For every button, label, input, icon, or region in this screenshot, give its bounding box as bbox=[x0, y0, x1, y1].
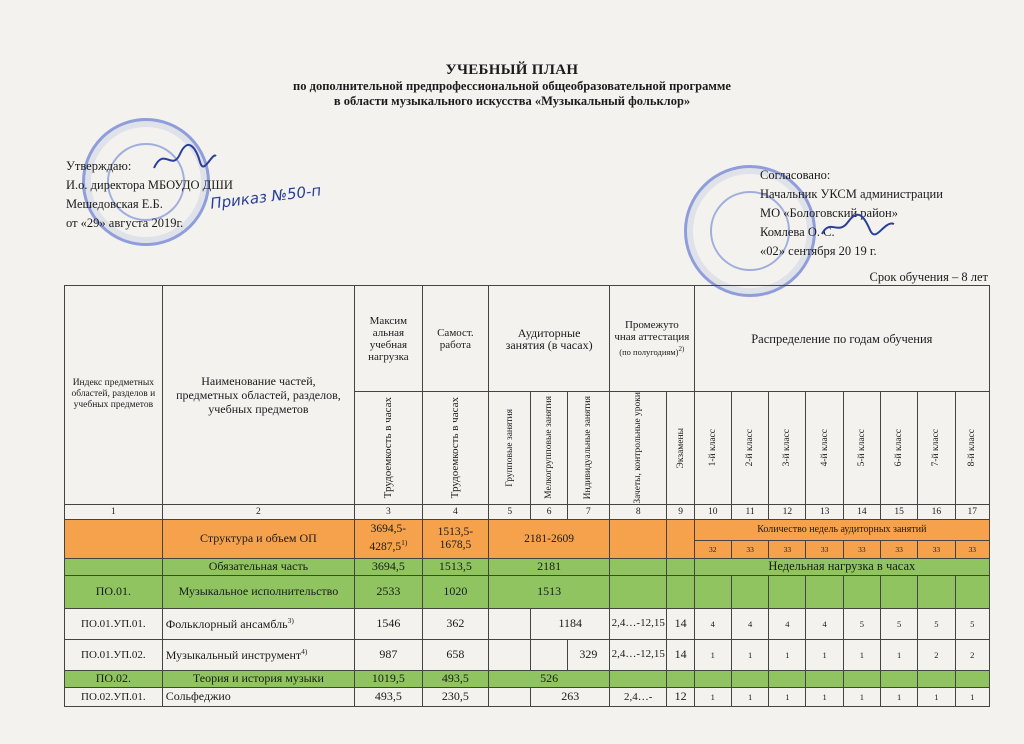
row-name-text: Музыкальный инструмент bbox=[165, 647, 302, 662]
row-max: 1546 bbox=[355, 608, 423, 639]
header-class-5 bbox=[843, 392, 880, 505]
header-class-6 bbox=[881, 392, 918, 505]
header-class-1 bbox=[694, 392, 731, 505]
col-num: 9 bbox=[667, 504, 694, 519]
row-self: 230,5 bbox=[422, 687, 488, 706]
header-class-3 bbox=[769, 392, 806, 505]
agree-date: «02» сентября 20 19 г. bbox=[760, 244, 877, 258]
header-tests bbox=[610, 392, 667, 505]
header-class-2-text: 2-й класс bbox=[745, 429, 756, 467]
agree-position: Начальник УКСМ администрации bbox=[760, 187, 943, 201]
header-exams-text: Экзамены bbox=[675, 427, 686, 468]
row-group bbox=[489, 639, 531, 670]
structure-max-value: 3694,5-4287,5 bbox=[369, 523, 407, 553]
header-class-2 bbox=[731, 392, 768, 505]
header-max-load: Максим альная учебная нагрузка bbox=[355, 286, 423, 392]
document-title: УЧЕБНЫЙ ПЛАН bbox=[445, 62, 579, 78]
po02-class bbox=[806, 670, 843, 687]
row-name bbox=[162, 639, 354, 670]
row-individual: 329 bbox=[567, 639, 609, 670]
header-distribution: Распределение по годам обучения bbox=[694, 286, 989, 392]
header-class-8-text: 8-й класс bbox=[967, 429, 978, 467]
row-self: 362 bbox=[422, 608, 488, 639]
col-num: 13 bbox=[806, 504, 843, 519]
col-num: 16 bbox=[918, 504, 955, 519]
table-row bbox=[65, 687, 990, 706]
row-small-group: 263 bbox=[531, 687, 610, 706]
structure-tests bbox=[610, 519, 667, 558]
row-small-group bbox=[531, 639, 567, 670]
row-class-3: 1 bbox=[769, 687, 806, 706]
agree-label: Согласовано: bbox=[760, 168, 831, 182]
row-name-text: Фольклорный ансамбль bbox=[165, 616, 288, 631]
po01-self: 1020 bbox=[422, 575, 488, 608]
document-subtitle: по дополнительной предпрофессиональной общеобразовательной программе bbox=[293, 79, 731, 93]
row-tests: 2,4…-12,15 bbox=[610, 639, 667, 670]
mandatory-row bbox=[65, 558, 990, 575]
po01-max: 2533 bbox=[355, 575, 423, 608]
header-small-group-text: Мелкогрупповые занятия bbox=[544, 396, 555, 500]
structure-name: Структура и объем ОП bbox=[162, 519, 354, 558]
col-num: 10 bbox=[694, 504, 731, 519]
approve-date: от «29» августа 2019г. bbox=[66, 216, 184, 230]
header-index: Индекс предметных областей, разделов и учебных предметов bbox=[65, 286, 163, 505]
header-labor-1-text: Трудоемкость в часах bbox=[382, 397, 395, 499]
curriculum-table bbox=[64, 285, 990, 707]
row-tests: 2,4…- bbox=[610, 687, 667, 706]
header-class-1-text: 1-й класс bbox=[707, 429, 718, 467]
col-num: 11 bbox=[731, 504, 768, 519]
po01-class bbox=[918, 575, 955, 608]
document-subtitle-2: в области музыкального искусства «Музыкальный фольклор» bbox=[333, 94, 691, 108]
approval-block bbox=[66, 157, 233, 233]
col-num: 8 bbox=[610, 504, 667, 519]
header-attestation-sub bbox=[613, 343, 691, 358]
header-class-4-text: 4-й класс bbox=[819, 429, 830, 467]
po02-class bbox=[731, 670, 768, 687]
approve-label: Утверждаю: bbox=[66, 159, 132, 173]
header-class-4 bbox=[806, 392, 843, 505]
row-class-8: 5 bbox=[955, 608, 989, 639]
mandatory-classroom: 2181 bbox=[489, 558, 610, 575]
row-class-4: 1 bbox=[806, 687, 843, 706]
col-num: 4 bbox=[422, 504, 488, 519]
mandatory-max: 3694,5 bbox=[355, 558, 423, 575]
header-individual bbox=[567, 392, 609, 505]
row-index: ПО.01.УП.02. bbox=[65, 639, 163, 670]
row-class-6: 1 bbox=[881, 639, 918, 670]
col-num: 5 bbox=[489, 504, 531, 519]
po01-class bbox=[694, 575, 731, 608]
row-index: ПО.02.УП.01. bbox=[65, 687, 163, 706]
row-max: 987 bbox=[355, 639, 423, 670]
po02-class bbox=[769, 670, 806, 687]
weeks-class-7: 33 bbox=[918, 540, 955, 558]
header-self-work: Самост. работа bbox=[422, 286, 488, 392]
po01-exams bbox=[667, 575, 694, 608]
header-attestation bbox=[610, 286, 695, 392]
po01-class bbox=[769, 575, 806, 608]
col-num: 3 bbox=[355, 504, 423, 519]
row-max: 493,5 bbox=[355, 687, 423, 706]
row-name: Сольфеджио bbox=[162, 687, 354, 706]
weeks-class-5: 33 bbox=[843, 540, 880, 558]
po01-class bbox=[731, 575, 768, 608]
row-index: ПО.01.УП.01. bbox=[65, 608, 163, 639]
order-handwriting: Приказ №50-п bbox=[209, 181, 323, 213]
weeks-class-6: 33 bbox=[881, 540, 918, 558]
row-class-7: 1 bbox=[918, 687, 955, 706]
header-attestation-sup: 2) bbox=[678, 345, 685, 354]
structure-row bbox=[65, 519, 990, 540]
header-class-7-text: 7-й класс bbox=[931, 429, 942, 467]
header-group-text: Групповые занятия bbox=[504, 408, 515, 487]
mandatory-exams bbox=[667, 558, 694, 575]
row-name bbox=[162, 608, 354, 639]
row-small-group: 1184 bbox=[531, 608, 610, 639]
header-class-6-text: 6-й класс bbox=[894, 429, 905, 467]
po01-classroom: 1513 bbox=[489, 575, 610, 608]
row-class-5: 5 bbox=[843, 608, 880, 639]
table-row bbox=[65, 639, 990, 670]
po02-class bbox=[694, 670, 731, 687]
column-numbers-row bbox=[65, 504, 990, 519]
row-class-1: 4 bbox=[694, 608, 731, 639]
po02-name: Теория и история музыки bbox=[162, 670, 354, 687]
approve-position: И.о. директора МБОУДО ДШИ bbox=[66, 178, 233, 192]
row-group bbox=[489, 608, 531, 639]
header-labor-2 bbox=[422, 392, 488, 505]
table-row bbox=[65, 608, 990, 639]
row-class-2: 1 bbox=[731, 687, 768, 706]
structure-self: 1513,5-1678,5 bbox=[422, 519, 488, 558]
header-class-5-text: 5-й класс bbox=[856, 429, 867, 467]
structure-max bbox=[355, 519, 423, 558]
row-class-4: 4 bbox=[806, 608, 843, 639]
po02-index: ПО.02. bbox=[65, 670, 163, 687]
weeks-class-4: 33 bbox=[806, 540, 843, 558]
col-num: 17 bbox=[955, 504, 989, 519]
po02-class bbox=[918, 670, 955, 687]
row-class-6: 1 bbox=[881, 687, 918, 706]
header-attestation-sub-text: (по полугодиям) bbox=[619, 346, 679, 357]
structure-exams bbox=[667, 519, 694, 558]
po01-class bbox=[843, 575, 880, 608]
po02-exams bbox=[667, 670, 694, 687]
row-class-1: 1 bbox=[694, 639, 731, 670]
row-class-5: 1 bbox=[843, 639, 880, 670]
po01-class bbox=[955, 575, 989, 608]
po01-class bbox=[881, 575, 918, 608]
row-class-4: 1 bbox=[806, 639, 843, 670]
row-class-6: 5 bbox=[881, 608, 918, 639]
row-class-8: 2 bbox=[955, 639, 989, 670]
col-num: 12 bbox=[769, 504, 806, 519]
header-exams bbox=[667, 392, 694, 505]
row-class-3: 1 bbox=[769, 639, 806, 670]
header-small-group bbox=[531, 392, 567, 505]
po02-max: 1019,5 bbox=[355, 670, 423, 687]
col-num: 15 bbox=[881, 504, 918, 519]
po02-class bbox=[955, 670, 989, 687]
header-name: Наименование частей, предметных областей, разделов, учебных предметов bbox=[162, 286, 354, 505]
structure-max-sup: 1) bbox=[401, 538, 408, 548]
row-name-sup: 3) bbox=[287, 615, 294, 625]
header-class-3-text: 3-й класс bbox=[782, 429, 793, 467]
mandatory-self: 1513,5 bbox=[422, 558, 488, 575]
row-group bbox=[489, 687, 531, 706]
agreement-block bbox=[760, 166, 943, 261]
po01-class bbox=[806, 575, 843, 608]
structure-classroom: 2181-2609 bbox=[489, 519, 610, 558]
col-num: 1 bbox=[65, 504, 163, 519]
header-class-8 bbox=[955, 392, 989, 505]
header-labor-1 bbox=[355, 392, 423, 505]
header-tests-text: Зачеты, контрольные уроки bbox=[633, 392, 644, 504]
weeks-label: Количество недель аудиторных занятий bbox=[694, 519, 989, 540]
row-name-sup: 4) bbox=[301, 646, 308, 656]
row-class-7: 5 bbox=[918, 608, 955, 639]
po02-self: 493,5 bbox=[422, 670, 488, 687]
po02-classroom: 526 bbox=[489, 670, 610, 687]
header-classroom: Аудиторные занятия (в часах) bbox=[489, 286, 610, 392]
po01-name: Музыкальное исполнительство bbox=[162, 575, 354, 608]
col-num: 6 bbox=[531, 504, 567, 519]
row-class-2: 1 bbox=[731, 639, 768, 670]
po02-class bbox=[881, 670, 918, 687]
weeks-class-2: 33 bbox=[731, 540, 768, 558]
header-individual-text: Индивидуальные занятия bbox=[583, 396, 594, 500]
col-num: 7 bbox=[567, 504, 609, 519]
col-num: 2 bbox=[162, 504, 354, 519]
mandatory-tests bbox=[610, 558, 667, 575]
header-group bbox=[489, 392, 531, 505]
po02-class bbox=[843, 670, 880, 687]
approve-person: Мешедовская Е.Б. bbox=[66, 197, 163, 211]
row-self: 658 bbox=[422, 639, 488, 670]
weekly-load-label: Недельная нагрузка в часах bbox=[694, 558, 989, 575]
title-block bbox=[0, 62, 1024, 109]
mandatory-name: Обязательная часть bbox=[162, 558, 354, 575]
row-tests: 2,4…-12,15 bbox=[610, 608, 667, 639]
structure-index bbox=[65, 519, 163, 558]
mandatory-index bbox=[65, 558, 163, 575]
weeks-class-1: 32 bbox=[694, 540, 731, 558]
agree-organization: МО «Бологовский район» bbox=[760, 206, 898, 220]
row-class-7: 2 bbox=[918, 639, 955, 670]
row-exams: 12 bbox=[667, 687, 694, 706]
po01-row bbox=[65, 575, 990, 608]
row-class-5: 1 bbox=[843, 687, 880, 706]
po02-row bbox=[65, 670, 990, 687]
po02-tests bbox=[610, 670, 667, 687]
header-labor-2-text: Трудоемкость в часах bbox=[449, 397, 462, 499]
weeks-class-3: 33 bbox=[769, 540, 806, 558]
row-class-2: 4 bbox=[731, 608, 768, 639]
row-class-8: 1 bbox=[955, 687, 989, 706]
header-attestation-title: Промежуто чная аттестация bbox=[614, 319, 690, 344]
agree-person: Комлева О. С. bbox=[760, 225, 835, 239]
row-class-1: 1 bbox=[694, 687, 731, 706]
col-num: 14 bbox=[843, 504, 880, 519]
weeks-class-8: 33 bbox=[955, 540, 989, 558]
header-class-7 bbox=[918, 392, 955, 505]
row-exams: 14 bbox=[667, 639, 694, 670]
row-exams: 14 bbox=[667, 608, 694, 639]
po01-tests bbox=[610, 575, 667, 608]
po01-index: ПО.01. bbox=[65, 575, 163, 608]
study-duration: Срок обучения – 8 лет bbox=[869, 270, 988, 284]
row-class-3: 4 bbox=[769, 608, 806, 639]
